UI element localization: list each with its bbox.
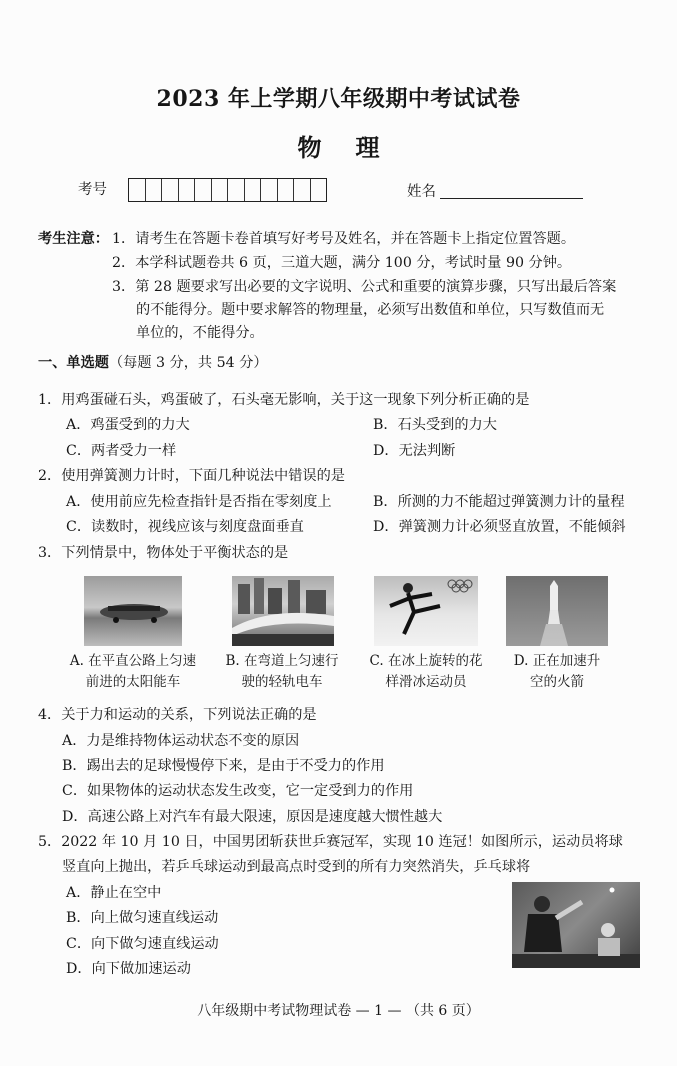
exam-number-box[interactable] [261, 179, 278, 201]
light-rail-image [232, 576, 334, 646]
q4-option-b: B．踢出去的足球慢慢停下来，是由于不受力的作用 [62, 758, 385, 774]
section-heading-title: 一、单选题 [38, 355, 109, 371]
name-blank-line[interactable] [440, 198, 583, 199]
q3-caption-d [500, 651, 614, 693]
exam-number-box[interactable] [228, 179, 245, 201]
exam-number-box[interactable] [146, 179, 163, 201]
section-heading [38, 352, 268, 372]
q4-option-c: C．如果物体的运动状态发生改变，它一定受到力的作用 [62, 783, 414, 799]
q1-option-d: D．无法判断 [373, 443, 456, 459]
q3-caption-b-line2: 驶的轻轨电车 [241, 674, 323, 690]
exam-number-box[interactable] [179, 179, 196, 201]
table-tennis-player-icon [512, 882, 640, 968]
q1-stem: 1．用鸡蛋碰石头，鸡蛋破了，石头毫无影响，关于这一现象下列分析正确的是 [38, 392, 530, 408]
figure-skater-icon [374, 576, 478, 646]
q3-caption-d-line2: 空的火箭 [530, 674, 584, 690]
q4-option-a: A．力是维持物体运动状态不变的原因 [62, 733, 300, 749]
name-label: 姓名 [407, 184, 436, 200]
q5-option-b: B．向上做匀速直线运动 [66, 910, 219, 926]
subject-title: 物理 [297, 133, 414, 162]
q5-stem-line1: 5．2022 年 10 月 10 日，中国男团斩获世乒赛冠军，实现 10 连冠！如图所示，运动员将球 [38, 834, 623, 850]
solar-car-icon [84, 576, 182, 646]
q3-caption-d-line1: D. 正在加速升 [513, 653, 601, 669]
rocket-image [506, 576, 608, 646]
q1-option-b: B．石头受到的力大 [373, 417, 497, 433]
q2-option-b: B．所测的力不能超过弹簧测力计的量程 [373, 494, 625, 510]
q4-stem: 4．关于力和运动的关系，下列说法正确的是 [38, 707, 317, 723]
q4-option-d: D．高速公路上对汽车有最大限速，原因是速度越大惯性越大 [62, 809, 443, 825]
notice-item-1: 1．请考生在答题卡卷首填写好考号及姓名，并在答题卡上指定位置答题。 [112, 231, 576, 247]
q2-option-a: A．使用前应先检查指针是否指在零刻度上 [66, 494, 332, 510]
table-tennis-image [512, 882, 640, 968]
exam-number-box[interactable] [212, 179, 229, 201]
q2-option-d: D．弹簧测力计必须竖直放置，不能倾斜 [373, 519, 626, 535]
light-rail-icon [232, 576, 334, 646]
q3-caption-a-line1: A. 在平直公路上匀速 [69, 653, 197, 669]
q2-stem: 2．使用弹簧测力计时，下面几种说法中错误的是 [38, 468, 345, 484]
rocket-icon [506, 576, 608, 646]
q3-stem: 3．下列情景中，物体处于平衡状态的是 [38, 545, 289, 561]
q3-caption-a-line2: 前进的太阳能车 [85, 674, 181, 690]
q3-caption-b [212, 651, 352, 693]
q3-caption-c-line1: C. 在冰上旋转的花 [369, 653, 483, 669]
q2-option-c: C．读数时，视线应该与刻度盘面垂直 [66, 519, 304, 535]
q3-caption-b-line1: B. 在弯道上匀速行 [225, 653, 339, 669]
solar-car-image [84, 576, 182, 646]
exam-number-box[interactable] [311, 179, 327, 201]
q5-option-d: D．向下做加速运动 [66, 961, 191, 977]
exam-number-boxes[interactable] [128, 178, 327, 202]
exam-number-box[interactable] [278, 179, 295, 201]
q1-option-c: C．两者受力一样 [66, 443, 177, 459]
notice-item-3: 3．第 28 题要求写出必要的文字说明、公式和重要的演算步骤，只写出最后答案 [112, 279, 617, 295]
notice-item-3-cont: 的不能得分。题中要求解答的物理量，必须写出数值和单位，只写数值而无 [136, 302, 605, 318]
exam-number-box[interactable] [294, 179, 311, 201]
q5-option-a: A．静止在空中 [66, 885, 162, 901]
exam-number-label: 考号 [78, 182, 107, 198]
exam-number-box[interactable] [129, 179, 146, 201]
exam-number-box[interactable] [245, 179, 262, 201]
notice-item-2: 2．本学科试题卷共 6 页，三道大题，满分 100 分，考试时量 90 分钟。 [112, 255, 572, 271]
figure-skater-image [374, 576, 478, 646]
q3-caption-c-line2: 样滑冰运动员 [385, 674, 467, 690]
notice-item-3-cont2: 单位的，不能得分。 [136, 325, 264, 341]
notice-label: 考生注意： [38, 231, 109, 247]
q5-option-c: C．向下做匀速直线运动 [66, 936, 219, 952]
exam-title: 2023 年上学期八年级期中考试试卷 [156, 86, 521, 112]
q5-stem-line2: 竖直向上抛出，若乒乓球运动到最高点时受到的所有力突然消失，乒乓球将 [62, 859, 531, 875]
q3-caption-c [356, 651, 496, 693]
q3-caption-a [60, 651, 206, 693]
page-footer: 八年级期中考试物理试卷 — 1 — （共 6 页） [197, 1003, 480, 1019]
section-heading-note: （每题 3 分，共 54 分） [108, 355, 268, 371]
exam-number-box[interactable] [195, 179, 212, 201]
q1-option-a: A．鸡蛋受到的力大 [66, 417, 190, 433]
exam-number-box[interactable] [162, 179, 179, 201]
